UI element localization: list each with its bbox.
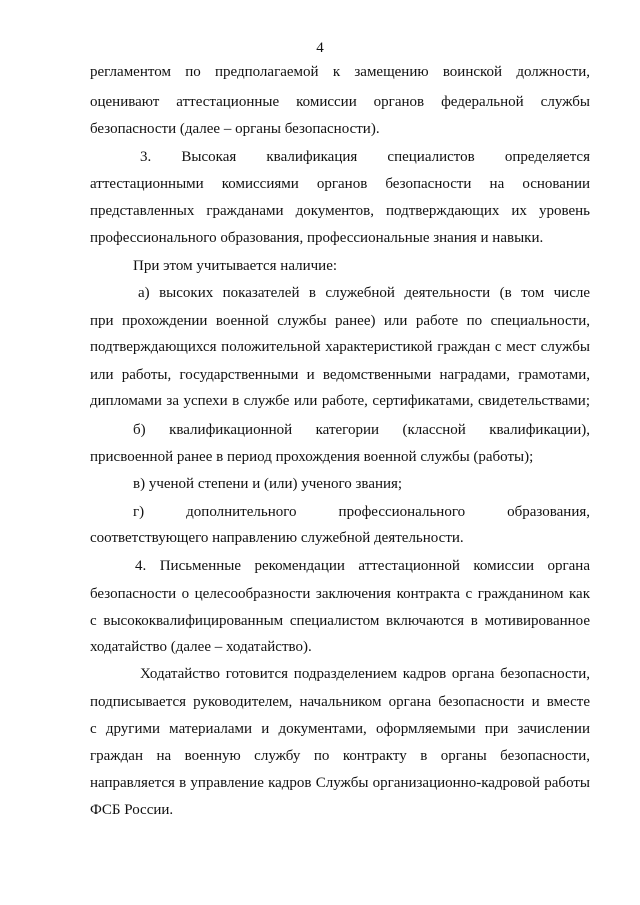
text-line: ходатайство (далее – ходатайство). — [90, 639, 312, 655]
text-line: безопасности о целесообразности заключения контракта с гражданином как — [90, 586, 590, 602]
text-line: с высококвалифицированным специалистом включаются в мотивированное — [90, 613, 590, 629]
text-line: При этом учитывается наличие: — [133, 258, 338, 274]
text-line: г) дополнительного профессионального образования, — [133, 504, 590, 520]
text-line: в) ученой степени и (или) ученого звания; — [133, 476, 403, 492]
text-line: регламентом по предполагаемой к замещению воинской должности, — [90, 64, 590, 80]
text-line: 3. Высокая квалификация специалистов определяется — [140, 149, 590, 165]
text-line: Ходатайство готовится подразделением кадров органа безопасности, — [140, 666, 590, 682]
text-line: граждан на военную службу по контракту в органы безопасности, — [90, 748, 590, 764]
text-line: представленных гражданами документов, подтверждающих их уровень — [90, 203, 590, 219]
text-line: дипломами за успехи в службе или работе, сертификатами, свидетельствами; — [90, 393, 590, 409]
text-line: с другими материалами и документами, оформляемыми при зачислении — [90, 721, 590, 737]
text-line: подписывается руководителем, начальником органа безопасности и вместе — [90, 694, 590, 710]
text-line: подтверждающихся положительной характеристикой граждан с мест службы — [90, 339, 590, 355]
page-number: 4 — [316, 40, 324, 56]
text-line: а) высоких показателей в служебной деятельности (в том числе — [138, 285, 590, 301]
text-line: или работы, государственными и ведомственными наградами, грамотами, — [90, 367, 590, 383]
text-line: б) квалификационной категории (классной квалификации), — [133, 422, 590, 438]
text-line: при прохождении военной службы ранее) или работе по специальности, — [90, 313, 590, 329]
text-line: аттестационными комиссиями органов безопасности на основании — [90, 176, 590, 192]
text-line: ФСБ России. — [90, 802, 174, 818]
text-line: присвоенной ранее в период прохождения военной службы (работы); — [90, 449, 534, 465]
text-line: профессионального образования, профессиональные знания и навыки. — [90, 230, 544, 246]
text-line: 4. Письменные рекомендации аттестационной комиссии органа — [135, 558, 590, 574]
text-line: направляется в управление кадров Службы организационно-кадровой работы — [90, 775, 590, 791]
text-line: безопасности (далее – органы безопасности). — [90, 121, 380, 137]
text-line: соответствующего направлению служебной деятельности. — [90, 530, 464, 546]
text-line: оценивают аттестационные комиссии органов федеральной службы — [90, 94, 590, 110]
